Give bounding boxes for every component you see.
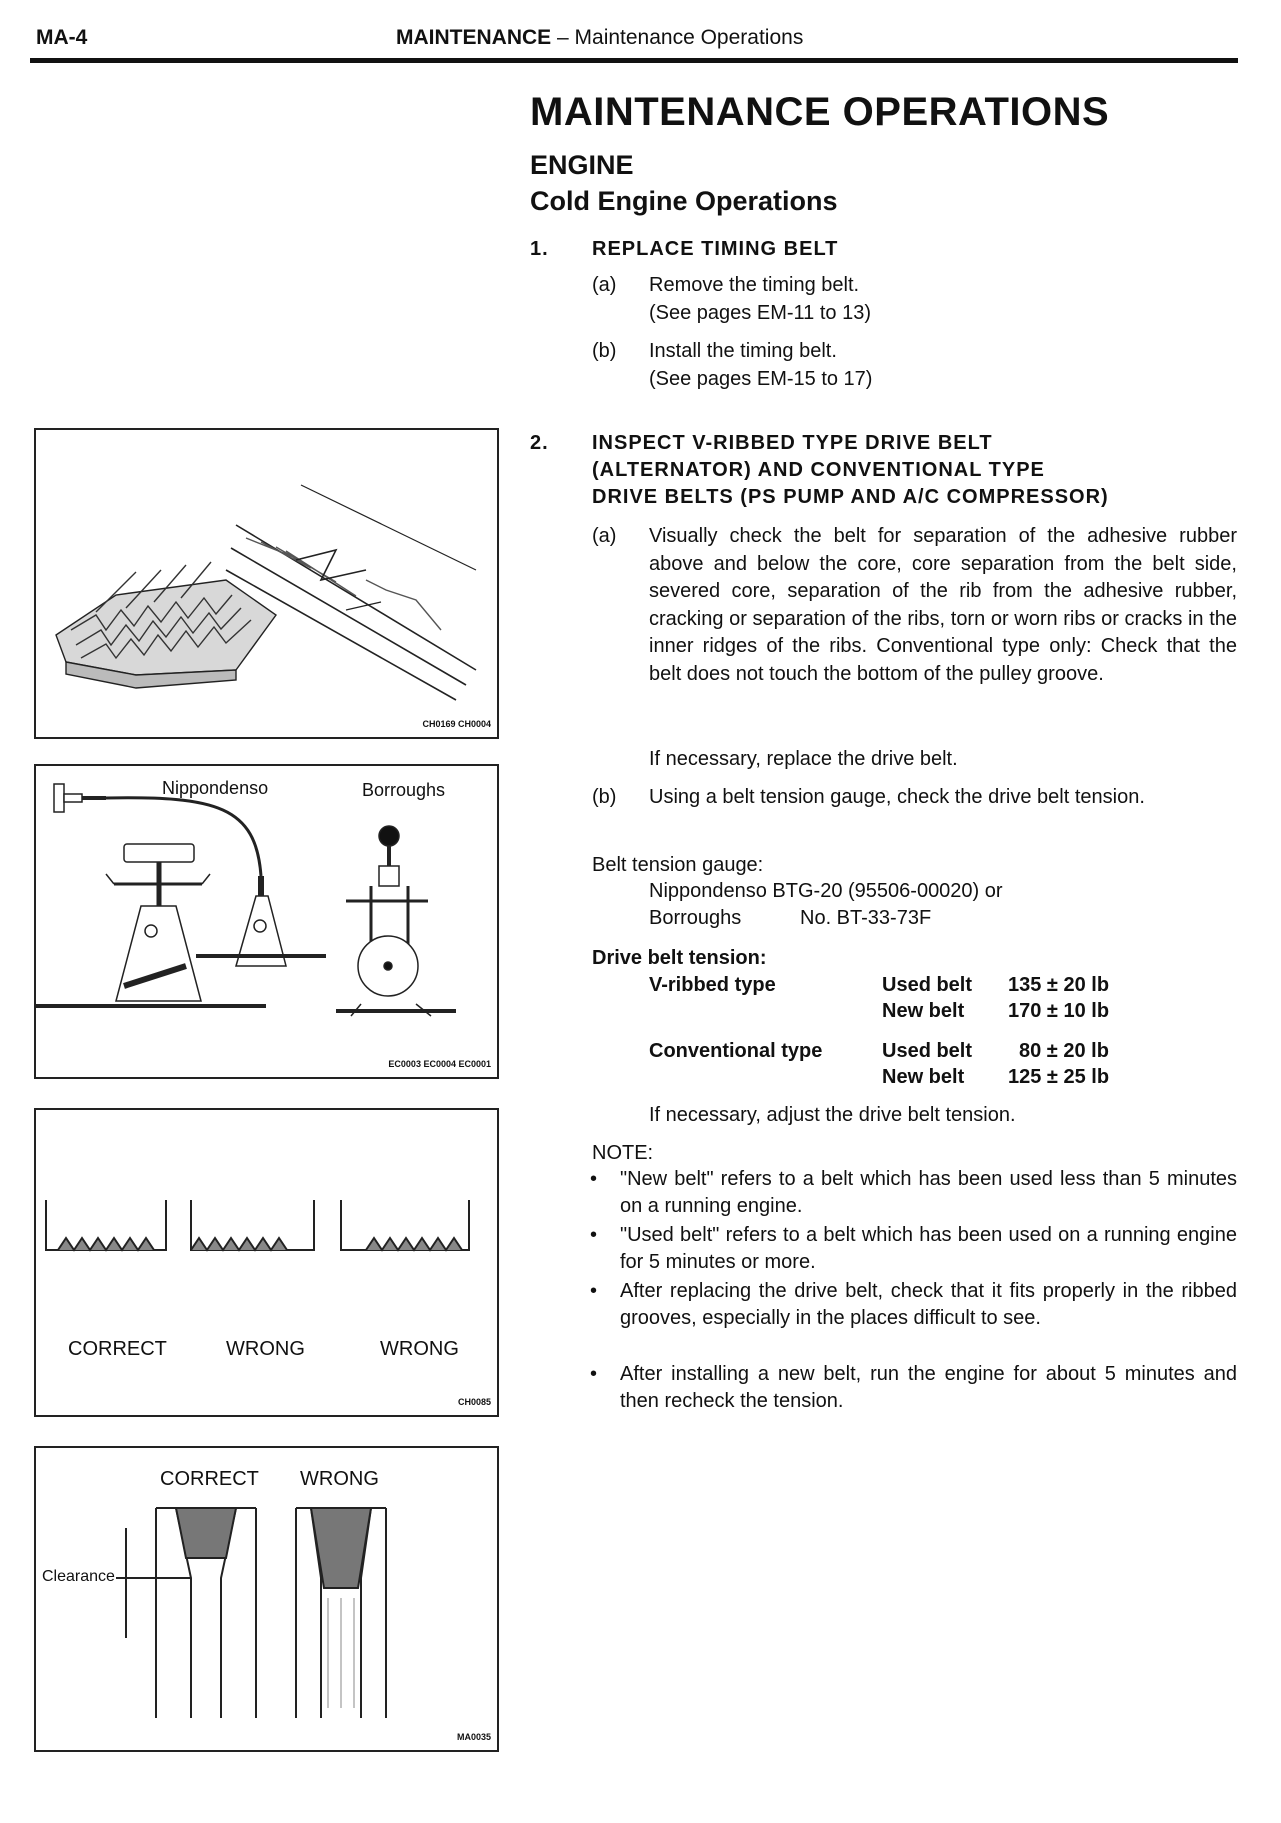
figure-rib-fit (34, 1108, 499, 1417)
cold-engine-heading: Cold Engine Operations (530, 186, 838, 216)
pulley-clearance-illustration (36, 1448, 497, 1750)
step2a-text: Visually check the belt for separation of the adhesive rubber above and below the core, core separation from the belt side, severed core, separation of the rib from the adhesive rubber, cracking or separation of the ribs, torn or worn ribs or cracks in the inner ridges of the ribs. Conventional type only: Check that the belt does not touch the bottom of the pulley groove. (649, 525, 1237, 685)
note-item: After replacing the drive belt, check that it fits properly in the ribbed grooves, especially in the places difficult to see. (620, 1280, 1237, 1329)
figure3-code: CH0085 (457, 1397, 491, 1407)
page-header (36, 26, 1236, 56)
step1-number: 1. (530, 238, 549, 260)
note-bullet: • (590, 1224, 598, 1246)
conventional-new-value: 125 ± 25 lb (1008, 1066, 1110, 1088)
step2b-text: Using a belt tension gauge, check the drive belt tension. (649, 786, 1145, 808)
step1b-line2: (See pages EM-15 to 17) (649, 368, 873, 390)
conventional-used-value: 80 ± 20 lb (1019, 1040, 1109, 1062)
step2b-label: (b) (592, 786, 617, 808)
note-bullet: • (590, 1280, 598, 1302)
step1-title: REPLACE TIMING BELT (592, 238, 839, 260)
pulley-wrong-label: WRONG (300, 1468, 379, 1490)
figure-tension-gauges (34, 764, 499, 1079)
vribbed-new-value: 170 ± 10 lb (1008, 1000, 1110, 1022)
note-bullet: • (590, 1168, 598, 1190)
gauge-nippondenso: Nippondenso BTG-20 (95506-00020) or (649, 880, 1003, 902)
note-item: "Used belt" refers to a belt which has been used on a running engine for 5 minutes or more. (620, 1224, 1237, 1273)
clearance-label: Clearance (42, 1568, 115, 1585)
pulley-correct-label: CORRECT (160, 1468, 259, 1490)
page-number: MA-4 (36, 26, 88, 49)
vribbed-used-label: Used belt (882, 974, 973, 996)
conventional-used-label: Used belt (882, 1040, 973, 1062)
conventional-type: Conventional type (649, 1040, 823, 1062)
figure2-code: EC0003 EC0004 EC0001 (388, 1059, 491, 1069)
step2a-label: (a) (592, 525, 617, 547)
tension-gauge-illustration (36, 766, 497, 1077)
step2-title-line1: INSPECT V-RIBBED TYPE DRIVE BELT (592, 432, 993, 454)
vribbed-type: V-ribbed type (649, 974, 776, 996)
section-title: MAINTENANCE – Maintenance Operations (396, 26, 804, 49)
step1a-line1: Remove the timing belt. (649, 274, 860, 296)
label-nippondenso: Nippondenso (162, 778, 269, 798)
vribbed-new-label: New belt (882, 1000, 965, 1022)
figure-vribbed-belt (34, 428, 499, 739)
tension-heading: Drive belt tension: (592, 947, 767, 969)
figure4-code: MA0035 (456, 1732, 491, 1742)
main-title: MAINTENANCE OPERATIONS (530, 90, 1110, 134)
step1b-label: (b) (592, 340, 617, 362)
vribbed-used-value: 135 ± 20 lb (1008, 974, 1110, 996)
step2-title-line2: (ALTERNATOR) AND CONVENTIONAL TYPE (592, 459, 1045, 481)
conventional-new-label: New belt (882, 1066, 965, 1088)
note-item: After installing a new belt, run the engine for about 5 minutes and then recheck the tension. (620, 1363, 1237, 1412)
label-borroughs: Borroughs (362, 780, 446, 800)
note-item: "New belt" refers to a belt which has been used less than 5 minutes on a running engine. (620, 1168, 1237, 1217)
engine-heading: ENGINE (530, 150, 634, 180)
figure1-code: CH0169 CH0004 (422, 719, 491, 729)
step1b-line1: Install the timing belt. (649, 340, 837, 362)
step1a-label: (a) (592, 274, 617, 296)
note-bullet: • (590, 1363, 598, 1385)
gauge-heading: Belt tension gauge: (592, 854, 764, 876)
rib-fit-wrong-label-2: WRONG (380, 1338, 459, 1360)
step2-title-line3: DRIVE BELTS (PS PUMP AND A/C COMPRESSOR) (592, 486, 1109, 508)
rib-fit-wrong-label-1: WRONG (226, 1338, 305, 1360)
adjust-note: If necessary, adjust the drive belt tension. (649, 1104, 1016, 1126)
rib-fit-illustration (36, 1110, 497, 1415)
header-rule (30, 58, 1238, 63)
step2a-note: If necessary, replace the drive belt. (649, 748, 958, 770)
note-heading: NOTE: (592, 1142, 654, 1164)
rib-fit-correct-label: CORRECT (68, 1338, 167, 1360)
gauge-borroughs-no: No. BT-33-73F (800, 907, 932, 929)
step1a-line2: (See pages EM-11 to 13) (649, 302, 871, 324)
step2-number: 2. (530, 432, 549, 454)
figure-pulley-clearance (34, 1446, 499, 1752)
vribbed-belt-illustration (36, 430, 497, 737)
gauge-borroughs-name: Borroughs (649, 907, 742, 929)
